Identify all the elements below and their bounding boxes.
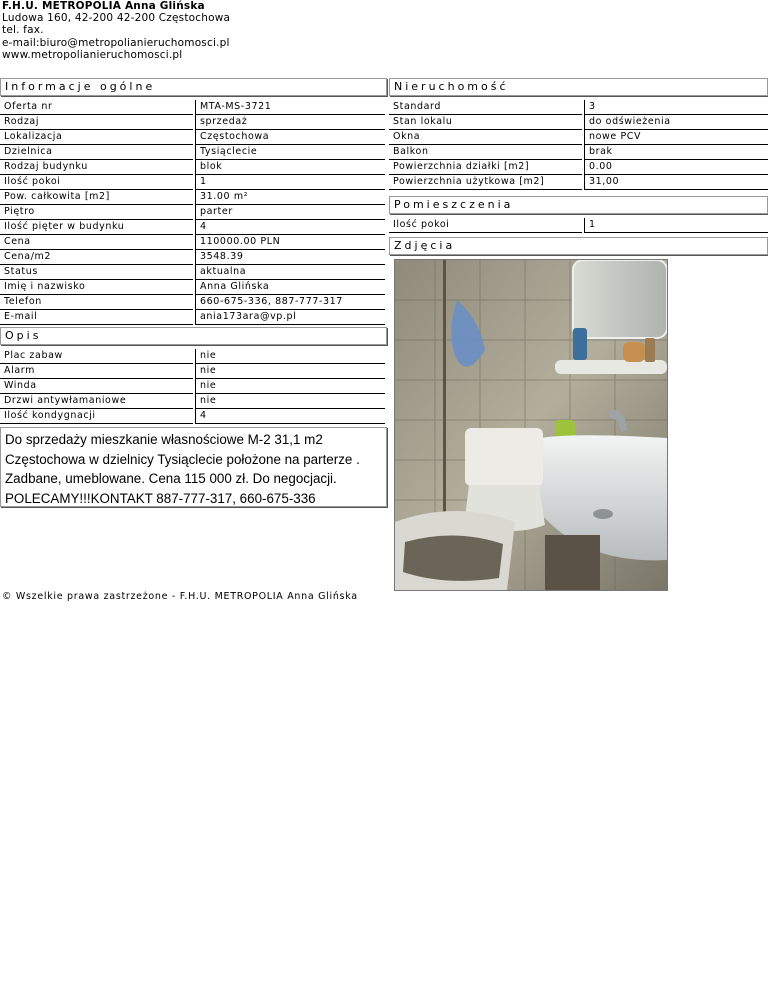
row-label: Ilość kondygnacji	[0, 409, 193, 424]
row-label: Winda	[0, 379, 193, 394]
table-row	[0, 364, 387, 379]
row-value: 660-675-336, 887-777-317	[195, 295, 385, 310]
row-value: 3	[584, 100, 768, 115]
table-row	[0, 205, 387, 220]
right-column	[389, 76, 768, 591]
bathroom-photo-illustration	[395, 260, 667, 590]
row-label: Okna	[389, 130, 582, 145]
table-row	[0, 379, 387, 394]
table-row	[0, 265, 387, 280]
row-value: nie	[195, 349, 385, 364]
table-row	[0, 409, 387, 424]
row-value: brak	[584, 145, 768, 160]
table-row	[389, 145, 768, 160]
row-value: 3548.39	[195, 250, 385, 265]
table-row	[389, 160, 768, 175]
row-label: Telefon	[0, 295, 193, 310]
row-label: Ilość pokoi	[0, 175, 193, 190]
row-label: E-mail	[0, 310, 193, 325]
row-value: aktualna	[195, 265, 385, 280]
section-title-description: Opis	[0, 327, 387, 345]
row-label: Powierzchnia użytkowa [m2]	[389, 175, 582, 190]
table-row	[0, 280, 387, 295]
row-label: Imię i nazwisko	[0, 280, 193, 295]
row-label: Stan lokalu	[389, 115, 582, 130]
section-title-general: Informacje ogólne	[0, 78, 387, 96]
footer-copyright: © Wszelkie prawa zastrzeżone - F.H.U. METROPOLIA Anna Glińska	[2, 591, 358, 602]
row-label: Plac zabaw	[0, 349, 193, 364]
row-value: nie	[195, 394, 385, 409]
table-row	[0, 130, 387, 145]
row-label: Dzielnica	[0, 145, 193, 160]
row-label: Pow. całkowita [m2]	[0, 190, 193, 205]
row-value: do odświeżenia	[584, 115, 768, 130]
row-value: Częstochowa	[195, 130, 385, 145]
property-photo[interactable]	[394, 259, 668, 591]
row-value: 31,00	[584, 175, 768, 190]
row-value: 0.00	[584, 160, 768, 175]
table-row	[0, 160, 387, 175]
row-value: 1	[195, 175, 385, 190]
table-row	[0, 190, 387, 205]
table-row	[0, 295, 387, 310]
agency-website: www.metropolianieruchomosci.pl	[2, 48, 183, 61]
table-row	[389, 218, 768, 233]
agency-header	[2, 0, 230, 61]
row-value: Anna Glińska	[195, 280, 385, 295]
table-row	[389, 115, 768, 130]
table-row	[389, 100, 768, 115]
row-label: Drzwi antywłamaniowe	[0, 394, 193, 409]
row-label: Ilość pięter w budynku	[0, 220, 193, 235]
table-row	[0, 349, 387, 364]
section-title-rooms: Pomieszczenia	[389, 196, 768, 214]
row-label: Alarm	[0, 364, 193, 379]
row-value: nie	[195, 379, 385, 394]
table-row	[0, 220, 387, 235]
agency-phone: tel. fax.	[2, 24, 44, 37]
section-title-property: Nieruchomość	[389, 78, 768, 96]
row-label: Rodzaj budynku	[0, 160, 193, 175]
row-value: sprzedaż	[195, 115, 385, 130]
row-label: Rodzaj	[0, 115, 193, 130]
contact-email-link[interactable]: ania173ara@vp.pl	[195, 310, 385, 325]
row-label: Lokalizacja	[0, 130, 193, 145]
table-row	[0, 115, 387, 130]
row-label: Oferta nr	[0, 100, 193, 115]
agency-email: e-mail:biuro@metropolianieruchomosci.pl	[2, 36, 230, 49]
agency-address: Ludowa 160, 42-200 42-200 Częstochowa	[2, 12, 231, 25]
table-row	[0, 310, 387, 325]
row-value: 4	[195, 220, 385, 235]
row-label: Balkon	[389, 145, 582, 160]
row-label: Status	[0, 265, 193, 280]
row-label: Cena/m2	[0, 250, 193, 265]
row-value: 1	[584, 218, 768, 233]
left-column	[0, 76, 387, 507]
row-value: nie	[195, 364, 385, 379]
section-title-photos: Zdjęcia	[389, 237, 768, 255]
row-value: blok	[195, 160, 385, 175]
description-text: Do sprzedaży mieszkanie własnościowe M-2 31,1 m2 Częstochowa w dzielnicy Tysiąclecie położone na parterze . Zadbane, umeblowane. Cena 115 000 zł. Do negocjacji. POLECAMY!!!KONTAKT 887-777-317, 660-675-336	[0, 427, 387, 507]
row-value: MTA-MS-3721	[195, 100, 385, 115]
row-value: parter	[195, 205, 385, 220]
table-row	[0, 250, 387, 265]
row-label: Powierzchnia działki [m2]	[389, 160, 582, 175]
row-label: Piętro	[0, 205, 193, 220]
row-value: nowe PCV	[584, 130, 768, 145]
agency-name: F.H.U. METROPOLIA Anna Glińska	[2, 0, 205, 12]
table-row	[0, 394, 387, 409]
table-row	[0, 235, 387, 250]
table-row	[0, 175, 387, 190]
table-row	[0, 100, 387, 115]
row-value: 31.00 m²	[195, 190, 385, 205]
row-value: 110000.00 PLN	[195, 235, 385, 250]
row-value: 4	[195, 409, 385, 424]
row-value: Tysiąclecie	[195, 145, 385, 160]
table-row	[0, 145, 387, 160]
row-label: Ilość pokoi	[389, 218, 582, 233]
row-label: Standard	[389, 100, 582, 115]
table-row	[389, 130, 768, 145]
row-label: Cena	[0, 235, 193, 250]
table-row	[389, 175, 768, 190]
